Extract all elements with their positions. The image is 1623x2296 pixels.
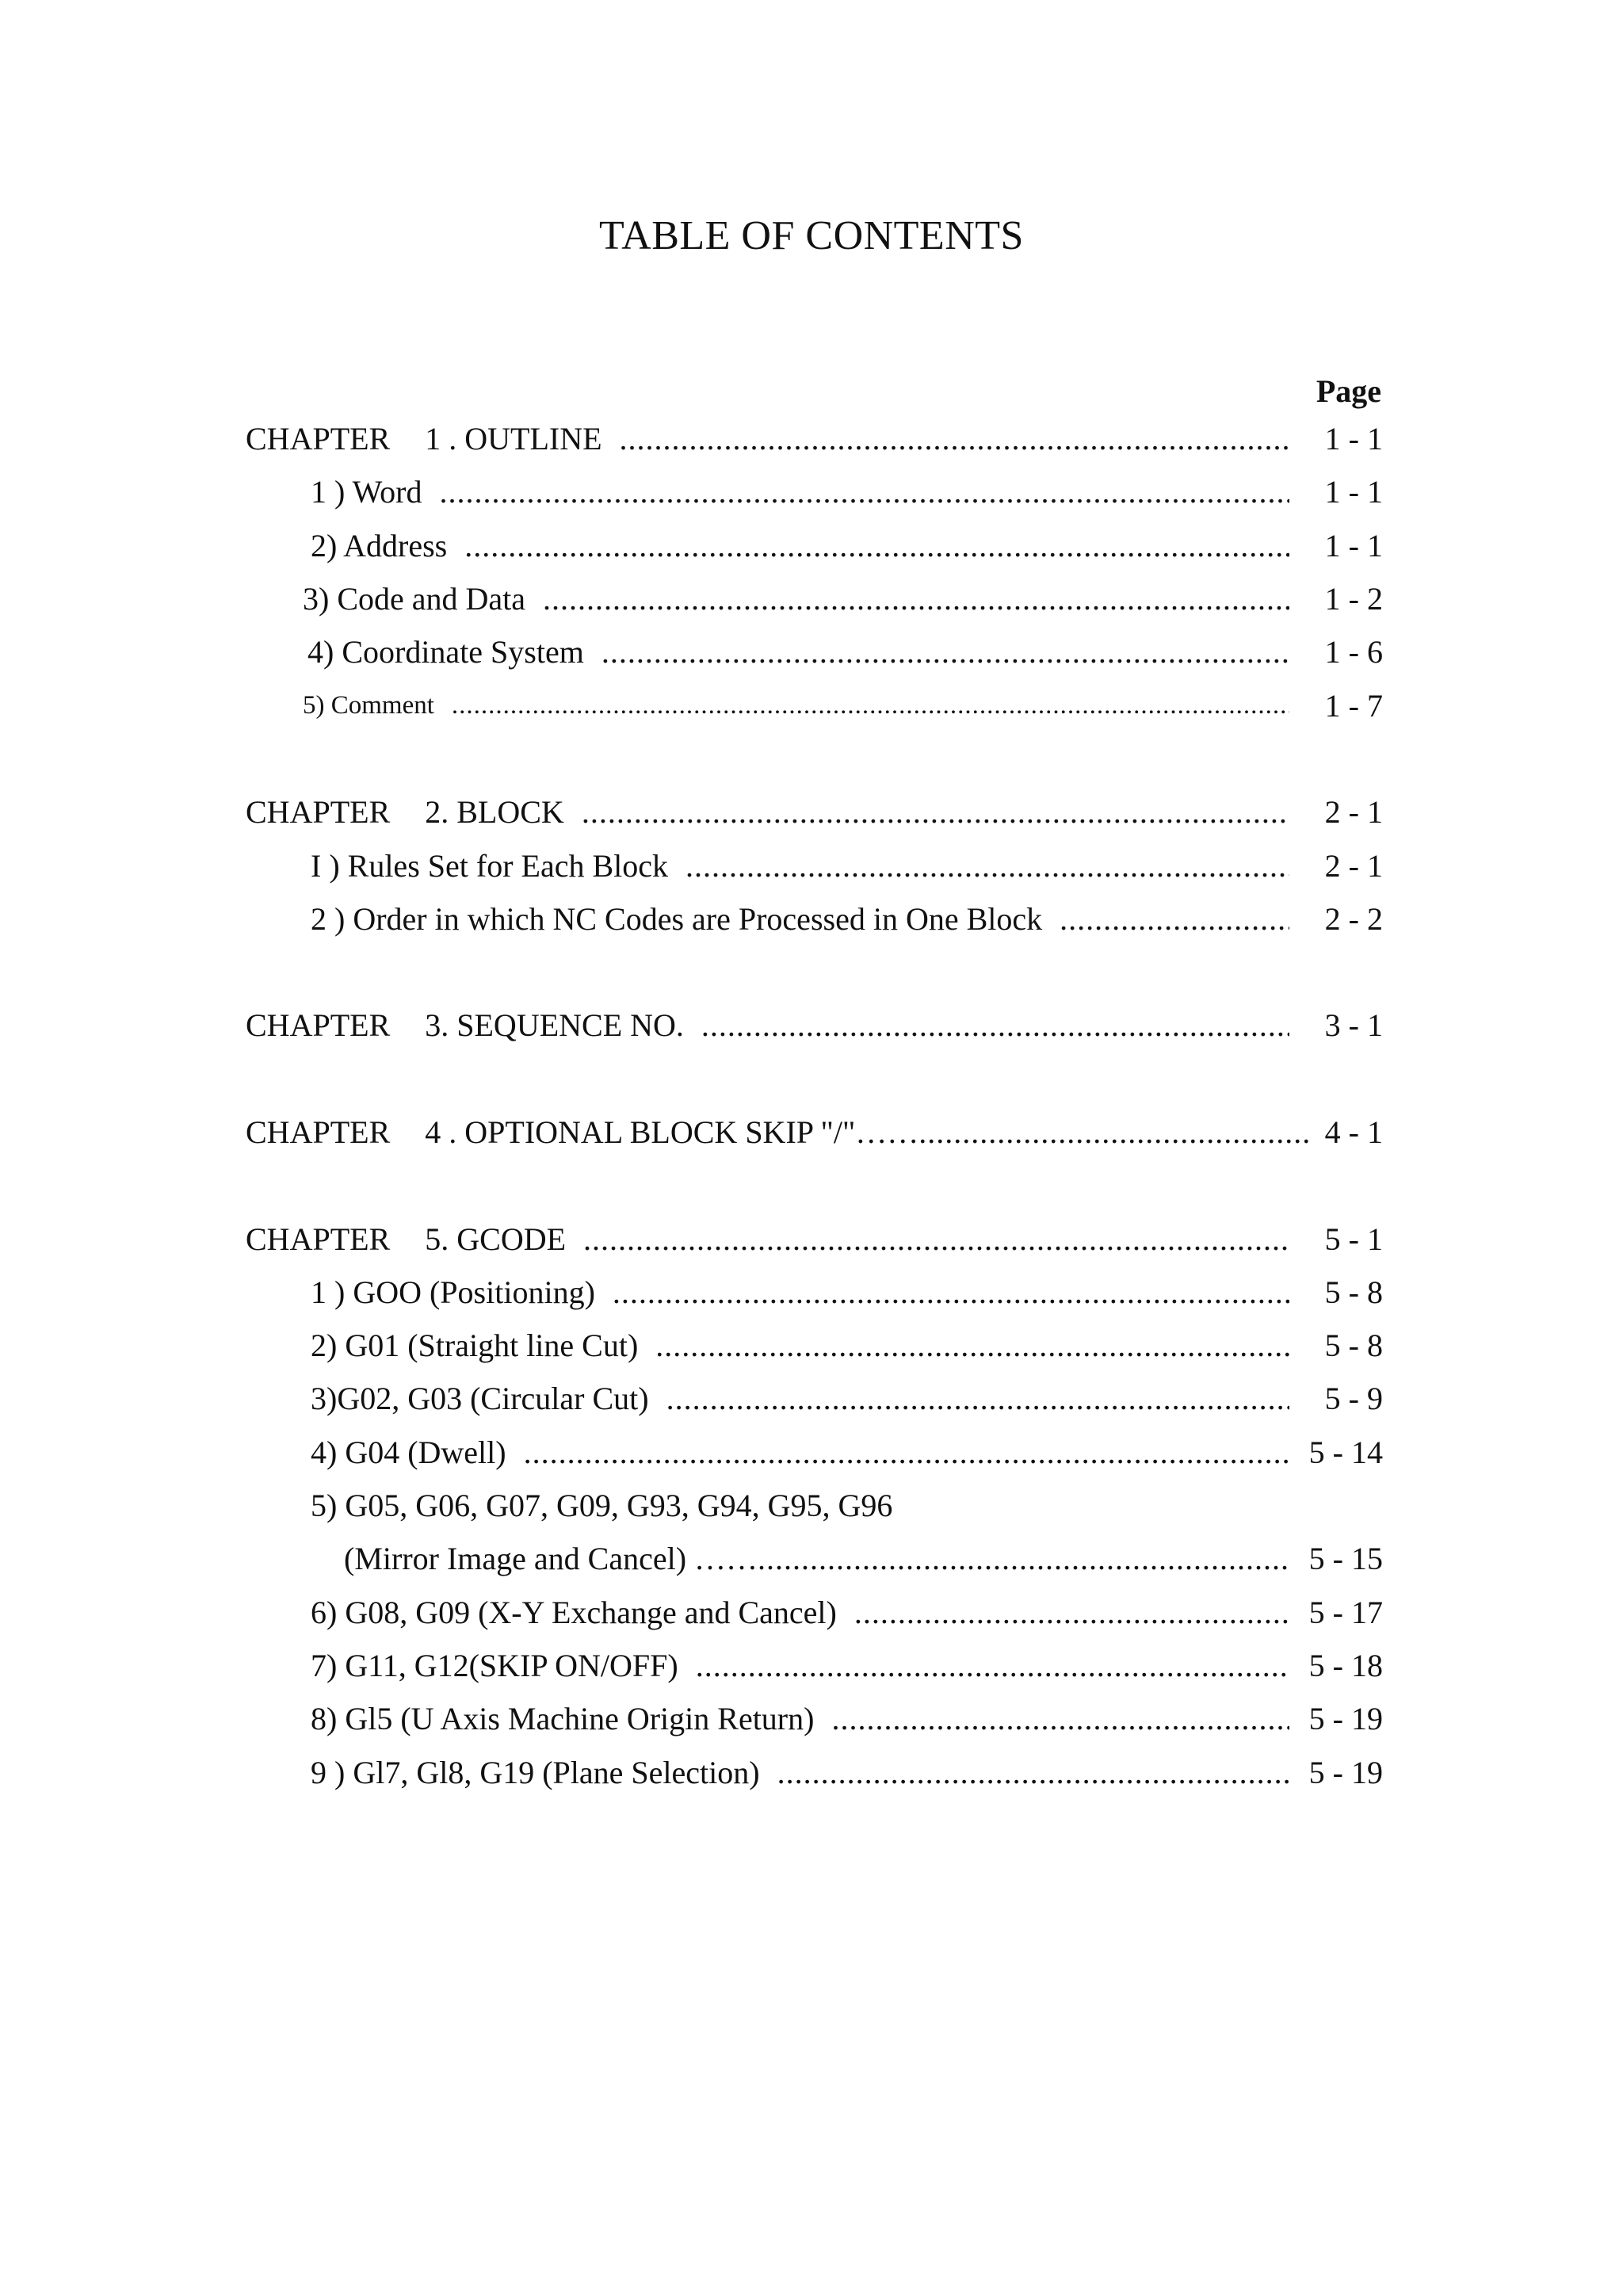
toc-page-number: 1 - 2: [1324, 581, 1383, 617]
toc-page-number: 5 - 19: [1308, 1701, 1383, 1737]
leader-dots: [439, 473, 1289, 510]
toc-section-5-8[interactable]: [246, 1692, 1383, 1745]
page-title: TABLE OF CONTENTS: [599, 213, 1024, 258]
toc-entry-label: 9 ) Gl7, Gl8, G19 (Plane Selection): [311, 1754, 760, 1790]
toc-chapter-2[interactable]: [246, 785, 1383, 839]
toc-entry-label: 7) G11, G12(SKIP ON/OFF): [311, 1647, 678, 1683]
toc-section-5-7[interactable]: [246, 1639, 1383, 1692]
toc-section-2-2[interactable]: [246, 892, 1383, 946]
leader-dots: [758, 1540, 1289, 1577]
leader-dots: [452, 691, 1289, 720]
toc-page-number: 2 - 2: [1324, 900, 1383, 937]
toc-section-1-2[interactable]: [246, 519, 1383, 572]
toc-page-number: 5 - 9: [1324, 1381, 1383, 1417]
toc-section-1-4[interactable]: [246, 625, 1383, 678]
spacer: [246, 1159, 1383, 1212]
toc-chapter-1[interactable]: [246, 412, 1383, 465]
spacer: [246, 1052, 1383, 1106]
toc-entry-label: 5) G05, G06, G07, G09, G93, G94, G95, G96: [311, 1488, 893, 1524]
toc-entry-label: 5) Comment: [303, 690, 434, 720]
toc-section-2-1[interactable]: [246, 839, 1383, 892]
toc-entry-label: (Mirror Image and Cancel) ……: [344, 1541, 758, 1577]
leader-dots: [464, 527, 1289, 564]
toc-entry-label: 1 ) GOO (Positioning): [311, 1274, 595, 1310]
toc-section-5-9[interactable]: [246, 1745, 1383, 1798]
leader-dots: [1060, 900, 1289, 938]
toc-section-5-4[interactable]: [246, 1426, 1383, 1479]
toc-page-number: 1 - 1: [1324, 421, 1383, 457]
toc-entry-label: CHAPTER 5. GCODE: [246, 1221, 567, 1257]
toc-list: [246, 412, 1383, 1799]
leader-dots: [543, 580, 1289, 617]
toc-page-number: 5 - 8: [1324, 1274, 1383, 1310]
toc-entry-label: 2 ) Order in which NC Codes are Processed in One Block: [311, 900, 1043, 937]
toc-entry-label: 1 ) Word: [311, 474, 422, 510]
spacer: [246, 946, 1383, 999]
leader-dots: [918, 1114, 1313, 1151]
toc-chapter-4[interactable]: [246, 1106, 1383, 1159]
leader-dots: [701, 1007, 1289, 1044]
toc-page-number: 3 - 1: [1324, 1007, 1383, 1044]
toc-section-5-1[interactable]: [246, 1266, 1383, 1319]
toc-page-number: 1 - 1: [1324, 474, 1383, 510]
toc-page-number: 5 - 18: [1308, 1647, 1383, 1683]
toc-page-number: 5 - 14: [1308, 1434, 1383, 1470]
toc-page-number: 5 - 8: [1324, 1328, 1383, 1364]
toc-entry-label: CHAPTER 3. SEQUENCE NO.: [246, 1007, 684, 1044]
leader-dots: [854, 1594, 1289, 1631]
toc-page-number: 1 - 6: [1324, 634, 1383, 670]
toc-page-number: 1 - 1: [1324, 527, 1383, 563]
leader-dots: [666, 1380, 1289, 1417]
toc-page-number: 5 - 19: [1308, 1754, 1383, 1790]
toc-page-number: 1 - 7: [1324, 687, 1383, 724]
toc-entry-label: CHAPTER 1 . OUTLINE: [246, 421, 602, 457]
toc-entry-label: 4) Coordinate System: [307, 634, 584, 670]
leader-dots: [613, 1274, 1289, 1311]
toc-entry-label: CHAPTER 2. BLOCK: [246, 794, 564, 831]
spacer: [246, 732, 1383, 785]
leader-dots: [831, 1700, 1289, 1737]
leader-dots: [685, 847, 1289, 884]
leader-dots: [777, 1754, 1289, 1791]
toc-entry-label: 2) G01 (Straight line Cut): [311, 1328, 639, 1364]
leader-dots: [582, 793, 1289, 831]
leader-dots: [524, 1434, 1289, 1471]
leader-dots: [620, 420, 1289, 457]
toc-entry-label: 4) G04 (Dwell): [311, 1434, 506, 1470]
toc-entry-label: 2) Address: [311, 527, 448, 563]
toc-entry-label: 8) Gl5 (U Axis Machine Origin Return): [311, 1701, 815, 1737]
toc-section-1-5[interactable]: [246, 678, 1383, 732]
toc-chapter-5[interactable]: [246, 1212, 1383, 1265]
toc-page-number: 5 - 15: [1308, 1541, 1383, 1577]
toc-section-1-1[interactable]: [246, 465, 1383, 518]
toc-entry-label: 6) G08, G09 (X-Y Exchange and Cancel): [311, 1594, 837, 1630]
toc-section-1-3[interactable]: [246, 572, 1383, 625]
toc-section-5-6[interactable]: [246, 1586, 1383, 1639]
toc-entry-label: 3)G02, G03 (Circular Cut): [311, 1381, 649, 1417]
toc-section-5-3[interactable]: [246, 1372, 1383, 1425]
toc-section-5-5[interactable]: [246, 1479, 1383, 1532]
toc-section-5-5-cont[interactable]: [246, 1532, 1383, 1585]
toc-entry-label: 3) Code and Data: [303, 581, 526, 617]
leader-dots: [696, 1647, 1289, 1684]
toc-entry-label: CHAPTER 4 . OPTIONAL BLOCK SKIP "/"……: [246, 1114, 919, 1150]
leader-dots: [655, 1327, 1289, 1364]
toc-entry-label: I ) Rules Set for Each Block: [311, 847, 668, 884]
toc-page-number: 5 - 17: [1308, 1594, 1383, 1630]
toc-chapter-3[interactable]: [246, 999, 1383, 1052]
toc-page-number: 2 - 1: [1324, 794, 1383, 831]
leader-dots: [601, 633, 1289, 670]
leader-dots: [583, 1221, 1289, 1258]
toc-page-number: 5 - 1: [1324, 1221, 1383, 1257]
toc-page-number: 4 - 1: [1324, 1114, 1383, 1150]
toc-page-number: 2 - 1: [1324, 847, 1383, 884]
toc-section-5-2[interactable]: [246, 1319, 1383, 1372]
page-column-header: Page: [1316, 373, 1381, 409]
